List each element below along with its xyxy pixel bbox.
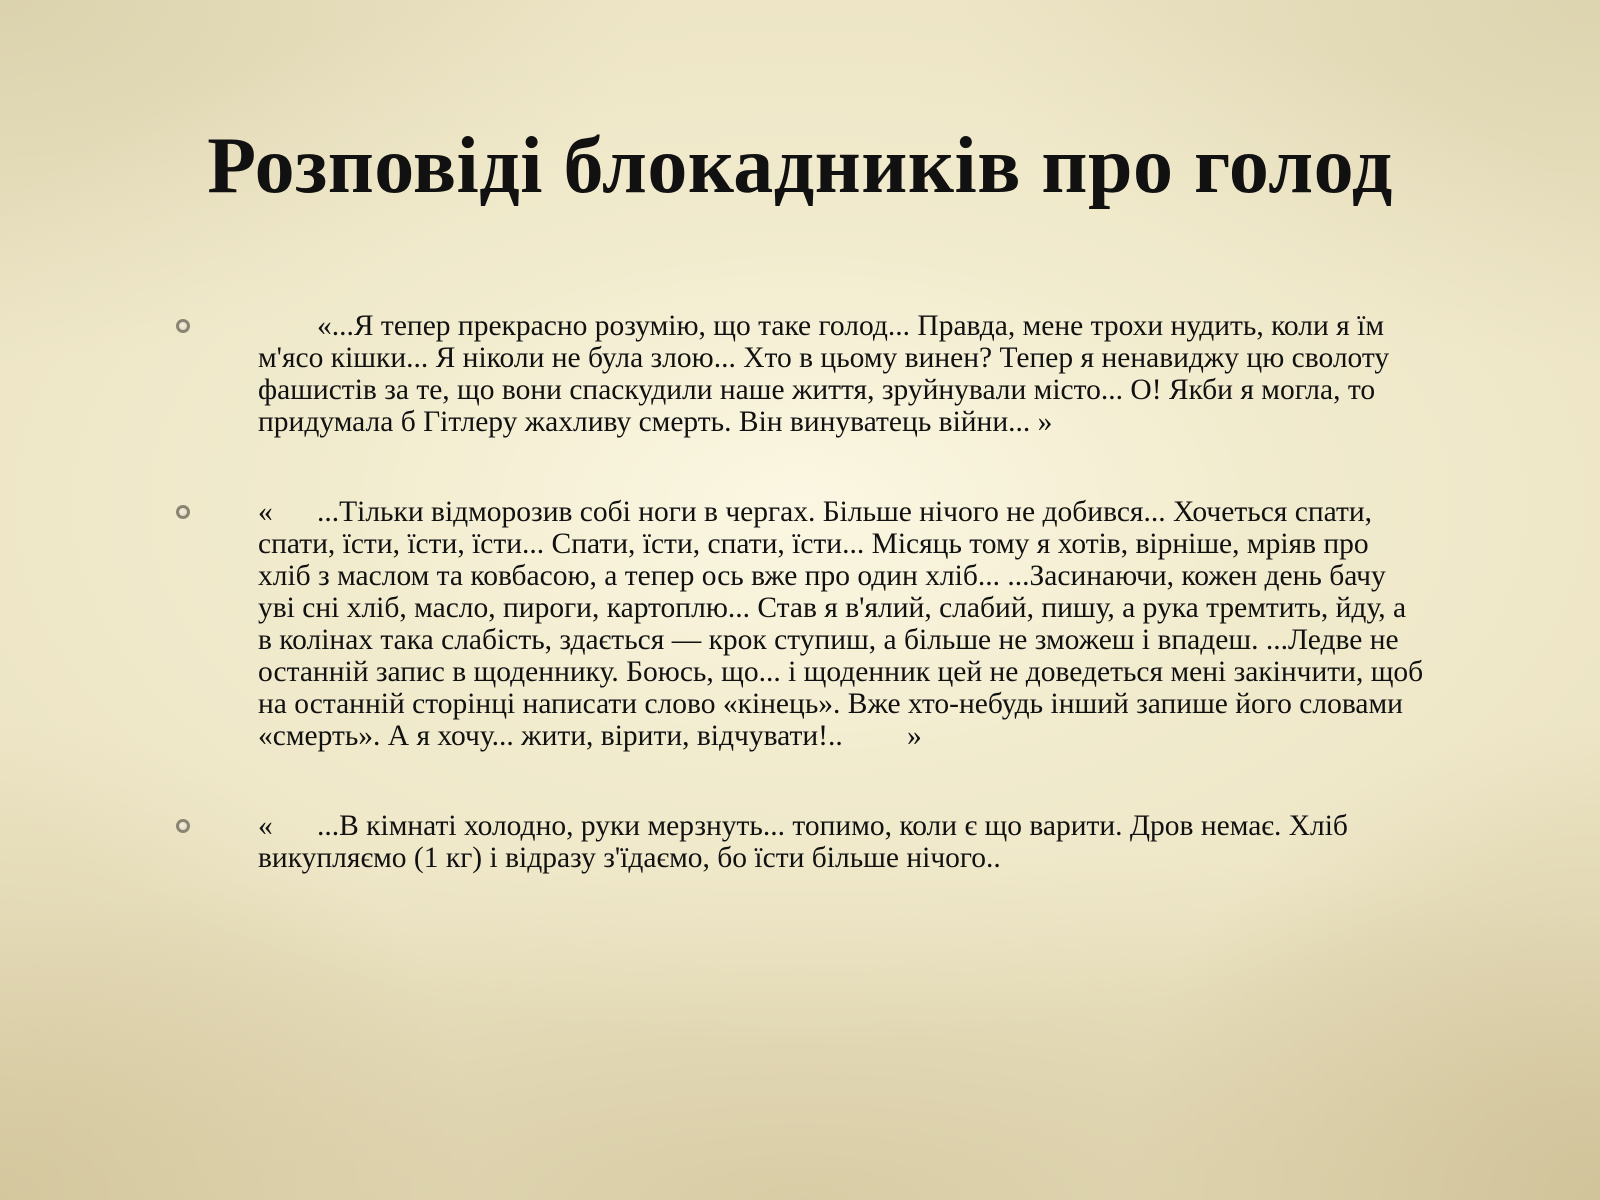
bullet-circle-icon	[176, 505, 190, 519]
quote-text: «...Я тепер прекрасно розумію, що таке голод... Правда, мене трохи нудить, коли я їм м'ясо кішки... Я ніколи не була злою... Хто в цьому винен? Тепер я ненавиджу цю сволоту фашистів за те, що вони спаскудили наше життя, зруйнували місто... О! Якби я могла, то придумала б Гітлеру жахливу смерть. Він винуватець війни... »	[258, 310, 1397, 438]
bullet-circle-icon	[176, 319, 190, 333]
bullet-circle-icon	[176, 819, 190, 833]
quote-item	[176, 310, 1426, 438]
quote-text: « ...В кімнаті холодно, руки мерзнуть... топимо, коли є що варити. Дров немає. Хліб викупляємо (1 кг) і відразу з'їдаємо, бо їсти більше нічого..	[258, 810, 1356, 874]
quote-item	[176, 496, 1431, 752]
quote-list	[176, 310, 1431, 932]
slide-title: Розповіді блокадників про голод	[207, 122, 1393, 210]
quote-item	[176, 810, 1426, 874]
quote-text: « ...Тільки відморозив собі ноги в чергах. Більше нічого не добився... Хочеться спати, спати, їсти, їсти, їсти... Спати, їсти, спати, їсти... Місяць тому я хотів, вірніше, мріяв про хліб з маслом та ковбасою, а тепер ось вже про один хліб... ...Засинаючи, кожен день бачу уві сні хліб, масло, пироги, картоплю... Став я в'ялий, слабий, пишу, а рука тремтить, йду, а в колінах така слабість, здається — крок ступиш, а більше не зможеш і впадеш. ...Ледве не останній запис в щоденнику. Боюсь, що... і щоденник цей не доведеться мені закінчити, щоб на останній сторінці написати слово «кінець». Вже хто-небудь інший запише його словами «смерть». А я хочу... жити, вірити, відчувати!.. »	[258, 496, 1431, 752]
